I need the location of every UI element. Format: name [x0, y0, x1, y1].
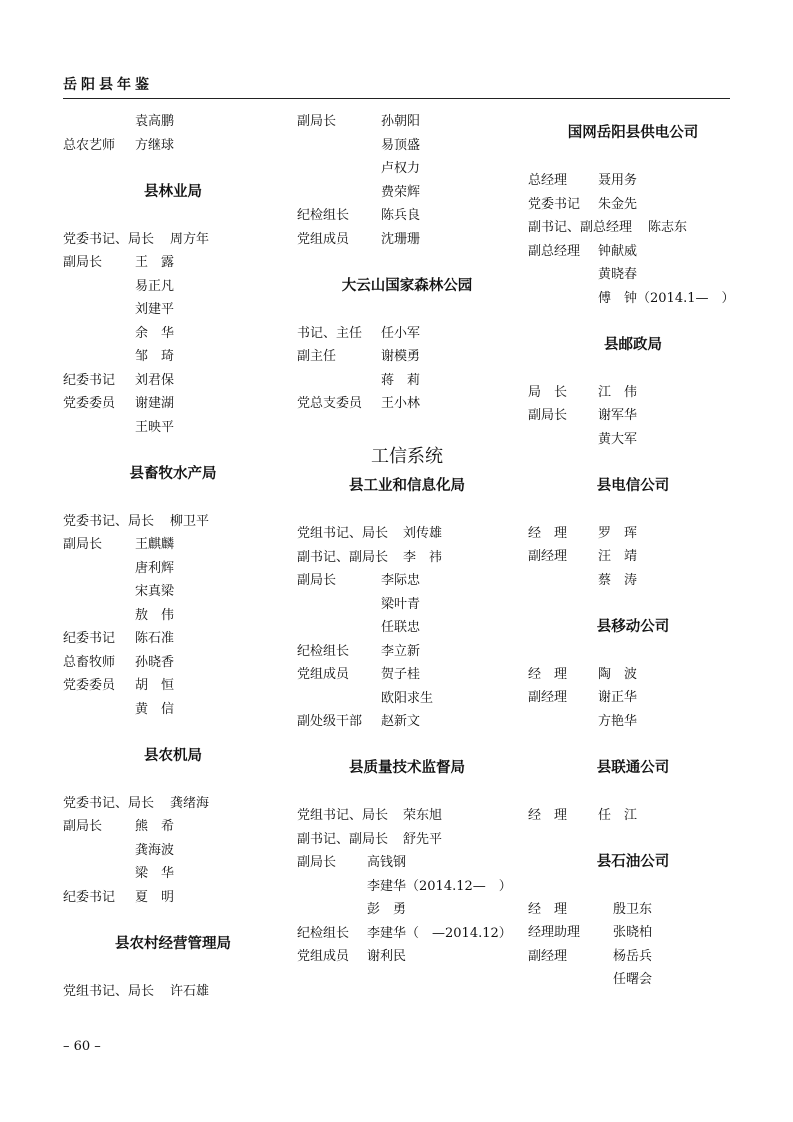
spacer [63, 721, 283, 745]
person-name: 刘传雄 [403, 526, 443, 541]
spacer [528, 592, 738, 616]
section-heading: 县林业局 [144, 183, 202, 200]
personnel-entry [63, 792, 283, 816]
person-name: 贺子桂 [381, 667, 421, 682]
person-name: 许石雄 [170, 983, 210, 999]
person-name: 李建华（2014.12— ） [367, 878, 512, 894]
personnel-entry [63, 251, 283, 275]
personnel-entry [528, 216, 738, 240]
position-title: 党组书记、局长 [63, 983, 155, 999]
personnel-entry [63, 369, 283, 393]
spacer [63, 486, 283, 510]
position-title: 纪检组长 [297, 208, 350, 223]
person-name: 谢利民 [367, 949, 407, 964]
personnel-entry [297, 640, 517, 664]
personnel-entry [297, 828, 517, 852]
personnel-entry [63, 674, 283, 698]
position-title: 纪委书记 [63, 631, 116, 646]
position-title: 党组成员 [297, 231, 350, 247]
personnel-entry [63, 839, 283, 863]
personnel-entry [528, 428, 738, 452]
personnel-entry [528, 968, 738, 992]
personnel-entry [528, 804, 738, 828]
section-heading: 县工业和信息化局 [349, 478, 465, 494]
personnel-entry [63, 533, 283, 557]
section-heading: 县联通公司 [596, 759, 670, 776]
position-title: 党委书记 [528, 196, 581, 212]
person-name: 刘君保 [135, 372, 175, 388]
personnel-entry [297, 898, 517, 922]
person-name: 任 江 [598, 807, 638, 823]
position-title: 经 理 [528, 807, 568, 823]
personnel-entry [63, 345, 283, 369]
person-name: 夏 明 [135, 889, 175, 905]
person-name: 王映平 [135, 419, 175, 435]
position-title: 副局长 [297, 573, 337, 588]
person-name: 傅 钟（2014.1— ） [598, 290, 735, 306]
person-name: 费荣辉 [381, 184, 421, 200]
person-name: 任联忠 [381, 620, 421, 635]
person-name: 宋真梁 [135, 584, 175, 599]
person-name: 易顶盛 [381, 137, 421, 153]
person-name: 龚绪海 [170, 795, 210, 811]
position-title: 党组成员 [297, 949, 350, 964]
person-name: 朱金先 [598, 196, 638, 212]
section-heading: 县邮政局 [604, 336, 662, 353]
person-name: 余 华 [135, 325, 175, 341]
position-title: 党委书记、局长 [63, 513, 155, 529]
position-title: 党总支委员 [297, 396, 363, 411]
position-title: 经理助理 [528, 925, 581, 940]
person-name: 陈石准 [135, 631, 175, 646]
position-title: 纪检组长 [297, 925, 350, 941]
person-name: 彭 勇 [367, 902, 407, 917]
personnel-entry [297, 369, 517, 393]
person-name: 舒先平 [403, 831, 443, 847]
person-name: 张晓柏 [613, 925, 653, 940]
position-title: 总畜牧师 [63, 654, 116, 670]
personnel-entry [63, 557, 283, 581]
personnel-entry [297, 687, 517, 711]
person-name: 王麒麟 [135, 537, 175, 552]
spacer [528, 874, 738, 898]
person-name: 赵新文 [381, 714, 421, 729]
personnel-entry [63, 134, 283, 158]
personnel-entry [297, 522, 517, 546]
person-name: 陶 波 [598, 666, 638, 682]
spacer [528, 780, 738, 804]
section-heading: 县电信公司 [596, 477, 670, 494]
person-name: 柳卫平 [170, 513, 210, 529]
position-title: 总经理 [528, 173, 568, 188]
person-name: 杨岳兵 [613, 948, 653, 964]
personnel-entry [63, 980, 283, 1004]
header-title: 岳阳县年鉴 [63, 77, 153, 93]
position-title: 副局长 [63, 819, 103, 834]
position-title: 局 长 [528, 384, 568, 400]
spacer [528, 498, 738, 522]
position-title: 副经理 [528, 948, 568, 964]
spacer [528, 310, 738, 334]
spacer [528, 146, 738, 170]
personnel-entry [528, 240, 738, 264]
personnel-entry [297, 804, 517, 828]
personnel-entry [297, 593, 517, 617]
personnel-entry [63, 862, 283, 886]
spacer [297, 734, 517, 758]
position-title: 副局长 [528, 408, 568, 423]
position-title: 副书记、副局长 [297, 549, 389, 565]
person-name: 聂用务 [598, 173, 638, 188]
person-name: 邹 琦 [135, 349, 175, 364]
person-name: 刘建平 [135, 302, 175, 317]
spacer [63, 439, 283, 463]
person-name: 陈兵良 [381, 208, 421, 223]
personnel-entry [63, 627, 283, 651]
personnel-entry [297, 181, 517, 205]
position-title: 党委书记、局长 [63, 795, 155, 811]
person-name: 黄 信 [135, 701, 175, 717]
personnel-entry [297, 922, 517, 946]
position-title: 党组成员 [297, 667, 350, 682]
position-title: 总农艺师 [63, 137, 116, 153]
position-title: 副经理 [528, 690, 568, 705]
personnel-entry [528, 569, 738, 593]
personnel-entry [297, 322, 517, 346]
personnel-entry [63, 651, 283, 675]
personnel-entry [528, 663, 738, 687]
personnel-entry [528, 545, 738, 569]
person-name: 任小军 [381, 325, 421, 341]
person-name: 陈志东 [648, 220, 688, 235]
spacer [297, 251, 517, 275]
section-heading: 县移动公司 [596, 618, 670, 635]
personnel-entry [528, 522, 738, 546]
person-name: 罗 珲 [598, 525, 638, 541]
page-number: – 60 – [63, 1039, 101, 1054]
personnel-entry [63, 110, 283, 134]
personnel-entry [528, 921, 738, 945]
person-name: 钟献威 [598, 243, 638, 259]
person-name: 敖 伟 [135, 607, 175, 623]
person-name: 方继球 [135, 137, 175, 153]
personnel-entry [297, 204, 517, 228]
personnel-entry [528, 686, 738, 710]
spacer [297, 781, 517, 805]
personnel-entry [528, 263, 738, 287]
personnel-entry [63, 698, 283, 722]
position-title: 纪委书记 [63, 372, 116, 388]
person-name: 周方年 [170, 231, 210, 247]
personnel-entry [297, 546, 517, 570]
spacer [297, 298, 517, 322]
person-name: 孙晓香 [135, 654, 175, 670]
person-name: 袁高鹏 [135, 114, 175, 129]
position-title: 经 理 [528, 666, 568, 682]
personnel-entry [297, 157, 517, 181]
personnel-entry [63, 886, 283, 910]
person-name: 王小林 [381, 396, 421, 411]
spacer [528, 639, 738, 663]
position-title: 副经理 [528, 549, 568, 564]
personnel-entry [528, 381, 738, 405]
position-title: 副处级干部 [297, 714, 363, 729]
position-title: 经 理 [528, 525, 568, 541]
position-title: 副局长 [63, 537, 103, 552]
spacer [528, 827, 738, 851]
spacer [63, 909, 283, 933]
personnel-entry [63, 298, 283, 322]
position-title: 党委委员 [63, 678, 116, 693]
personnel-entry [528, 404, 738, 428]
position-title: 党委委员 [63, 396, 116, 411]
personnel-entry [528, 945, 738, 969]
personnel-entry [528, 193, 738, 217]
personnel-entry [528, 287, 738, 311]
person-name: 李立新 [381, 643, 421, 659]
personnel-entry [528, 169, 738, 193]
personnel-entry [63, 392, 283, 416]
spacer [63, 157, 283, 181]
section-heading: 县石油公司 [596, 853, 670, 870]
person-name: 王 露 [135, 255, 175, 270]
person-name: 任曙会 [613, 972, 653, 987]
person-name: 谢正华 [598, 690, 638, 705]
personnel-entry [63, 580, 283, 604]
personnel-entry [297, 945, 517, 969]
system-heading: 工信系统 [371, 446, 443, 467]
personnel-entry [63, 815, 283, 839]
spacer [297, 499, 517, 523]
personnel-entry [297, 110, 517, 134]
personnel-entry [63, 275, 283, 299]
section-heading: 县畜牧水产局 [129, 465, 217, 482]
personnel-entry [63, 416, 283, 440]
person-name: 梁 华 [135, 866, 175, 881]
position-title: 副总经理 [528, 243, 581, 259]
spacer [528, 357, 738, 381]
personnel-entry [63, 228, 283, 252]
column-1 [63, 110, 283, 1003]
column-2 [297, 110, 517, 969]
position-title: 副局长 [297, 855, 337, 870]
personnel-entry [528, 898, 738, 922]
person-name: 易正凡 [135, 278, 175, 294]
person-name: 唐利辉 [135, 560, 175, 576]
position-title: 副书记、副局长 [297, 831, 389, 847]
person-name: 谢模勇 [381, 349, 421, 364]
column-3 [528, 110, 738, 992]
position-title: 党组书记、局长 [297, 526, 389, 541]
person-name: 卢权力 [381, 161, 421, 176]
running-header [63, 74, 730, 99]
person-name: 熊 希 [135, 819, 175, 834]
position-title: 副局长 [63, 255, 103, 270]
personnel-entry [297, 616, 517, 640]
person-name: 沈珊珊 [381, 231, 421, 247]
position-title: 副书记、副总经理 [528, 220, 633, 235]
personnel-entry [297, 345, 517, 369]
person-name: 梁叶青 [381, 596, 421, 612]
position-title: 书记、主任 [297, 325, 363, 341]
spacer [297, 416, 517, 440]
person-name: 胡 恒 [135, 678, 175, 693]
section-heading: 县质量技术监督局 [349, 760, 465, 776]
position-title: 党组书记、局长 [297, 808, 389, 823]
personnel-entry [297, 663, 517, 687]
position-title: 副局长 [297, 114, 337, 129]
personnel-entry [63, 322, 283, 346]
person-name: 黄晓春 [598, 267, 638, 282]
position-title: 副主任 [297, 349, 337, 364]
section-heading: 大云山国家森林公园 [341, 277, 473, 294]
personnel-entry [297, 851, 517, 875]
person-name: 荣东旭 [403, 808, 443, 823]
position-title: 经 理 [528, 901, 568, 917]
personnel-entry [297, 710, 517, 734]
spacer [528, 451, 738, 475]
person-name: 欧阳求生 [381, 690, 434, 706]
person-name: 孙朝阳 [381, 114, 421, 129]
personnel-entry [297, 569, 517, 593]
person-name: 龚海波 [135, 842, 175, 858]
position-title: 纪委书记 [63, 889, 116, 905]
section-heading: 国网岳阳县供电公司 [567, 125, 699, 141]
person-name: 李 祎 [403, 549, 443, 565]
position-title: 纪检组长 [297, 643, 350, 659]
spacer [528, 110, 738, 122]
person-name: 高钱钢 [367, 855, 407, 870]
person-name: 蒋 莉 [381, 372, 421, 388]
person-name: 江 伟 [598, 384, 638, 400]
person-name: 李际忠 [381, 573, 421, 588]
person-name: 汪 靖 [598, 549, 638, 564]
spacer [63, 204, 283, 228]
personnel-entry [63, 510, 283, 534]
spacer [63, 956, 283, 980]
person-name: 谢建湖 [135, 396, 175, 411]
personnel-entry [297, 134, 517, 158]
personnel-entry [528, 710, 738, 734]
personnel-entry [63, 604, 283, 628]
personnel-entry [297, 228, 517, 252]
person-name: 李建华（ —2014.12） [367, 925, 512, 941]
spacer [528, 733, 738, 757]
person-name: 殷卫东 [613, 901, 653, 917]
section-heading: 县农村经营管理局 [115, 935, 231, 952]
person-name: 谢军华 [598, 408, 638, 423]
position-title: 党委书记、局长 [63, 231, 155, 247]
person-name: 黄大军 [598, 431, 638, 447]
section-heading: 县农机局 [144, 747, 202, 764]
person-name: 方艳华 [598, 713, 638, 729]
spacer [63, 768, 283, 792]
personnel-entry [297, 875, 517, 899]
person-name: 蔡 涛 [598, 572, 638, 588]
personnel-entry [297, 392, 517, 416]
